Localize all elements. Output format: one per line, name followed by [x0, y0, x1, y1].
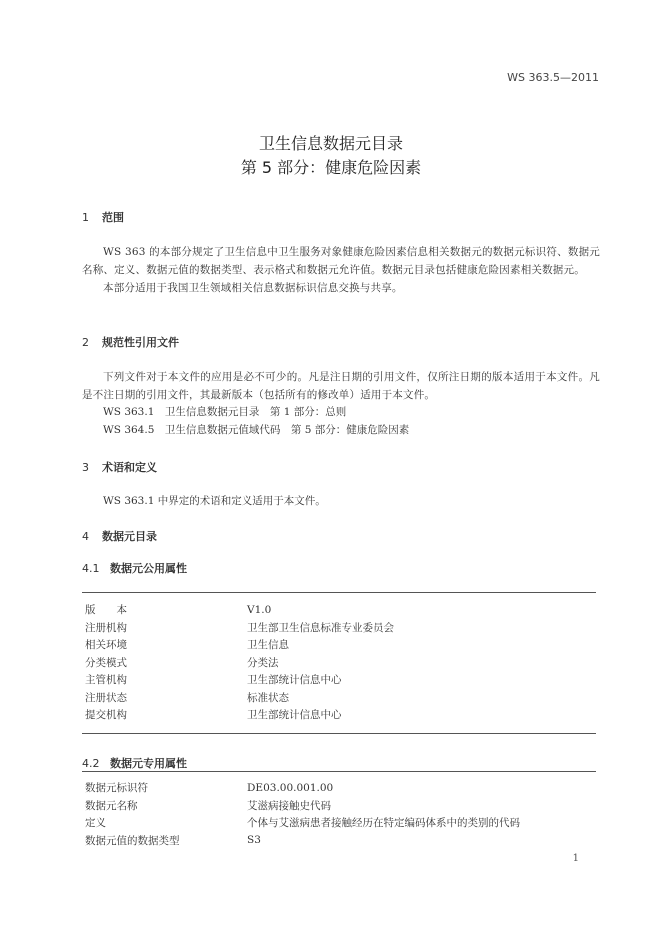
paragraph: 本部分适用于我国卫生领域相关信息数据标识信息交换与共享。	[103, 282, 403, 294]
attribute-value: V1.0	[247, 603, 272, 616]
attribute-value: DE03.00.001.00	[247, 781, 334, 794]
section-number: 4.2	[82, 757, 100, 770]
attribute-name: 注册状态	[85, 691, 127, 704]
attribute-row	[85, 779, 520, 797]
section-2-body	[82, 368, 600, 404]
section-title: 数据元目录	[102, 530, 157, 543]
attribute-name: 数据元标识符	[85, 782, 148, 795]
attribute-name: 定义	[85, 817, 106, 830]
attribute-row	[85, 671, 394, 689]
attribute-name: 注册机构	[85, 621, 127, 634]
section-3-heading	[82, 459, 157, 475]
section-title: 数据元公用属性	[110, 562, 187, 575]
attribute-row	[85, 797, 520, 815]
section-number: 1	[82, 211, 89, 224]
section-title: 规范性引用文件	[102, 336, 179, 349]
attribute-row	[85, 689, 394, 707]
section-4-heading	[82, 528, 157, 544]
paragraph: WS 363 的本部分规定了卫生信息中卫生服务对象健康危险因素信息相关数据元的数据元标识符、数据元名称、定义、数据元值的数据类型、表示格式和数据元允许值。数据元目录包括健康危险因素相关数据元。	[82, 246, 600, 276]
attribute-row	[85, 601, 394, 619]
attribute-row	[85, 706, 394, 724]
section-title: 术语和定义	[102, 461, 157, 474]
attribute-value: 个体与艾滋病患者接触经历在特定编码体系中的类别的代码	[247, 817, 520, 830]
attribute-name: 数据元值的数据类型	[85, 834, 180, 847]
page-number: 1	[572, 853, 579, 864]
section-4-2-heading	[82, 755, 187, 771]
section-1-body	[82, 243, 600, 297]
section-number: 4	[82, 530, 89, 543]
attribute-value: 卫生信息	[247, 639, 289, 652]
section-number: 3	[82, 461, 89, 474]
section-title: 范围	[102, 211, 124, 224]
attribute-name: 数据元名称	[85, 799, 138, 812]
table-top-rule	[82, 592, 596, 593]
attribute-value: 卫生部统计信息中心	[247, 709, 342, 722]
table-top-rule	[82, 771, 596, 772]
reference-item: WS 364.5 卫生信息数据元值域代码 第 5 部分：健康危险因素	[103, 424, 410, 436]
paragraph: WS 363.1 中界定的术语和定义适用于本文件。	[103, 495, 326, 507]
reference-item: WS 363.1 卫生信息数据元目录 第 1 部分：总则	[103, 406, 347, 418]
attribute-name: 分类模式	[85, 656, 127, 669]
section-4-1-heading	[82, 560, 187, 576]
attribute-value: 卫生部统计信息中心	[247, 674, 342, 687]
attribute-value: 标准状态	[247, 691, 289, 704]
document-title: 卫生信息数据元目录	[258, 134, 403, 153]
attribute-row	[85, 832, 520, 850]
document-code: WS 363.5—2011	[507, 71, 599, 84]
paragraph: 下列文件对于本文件的应用是必不可少的。凡是注日期的引用文件，仅所注日期的版本适用于本文件。凡是不注日期的引用文件，其最新版本（包括所有的修改单）适用于本文件。	[82, 371, 600, 401]
section-title: 数据元专用属性	[110, 757, 187, 770]
attribute-value: S3	[247, 834, 261, 847]
attribute-row	[85, 636, 394, 654]
document-subtitle: 第 5 部分：健康危险因素	[240, 158, 422, 177]
special-attributes-table	[85, 779, 520, 849]
common-attributes-table	[85, 601, 394, 724]
section-1-heading	[82, 209, 124, 225]
attribute-row	[85, 619, 394, 637]
attribute-name: 版 本	[85, 604, 127, 617]
attribute-value: 艾滋病接触史代码	[247, 799, 331, 812]
table-bottom-rule	[82, 733, 596, 734]
attribute-name: 提交机构	[85, 709, 127, 722]
section-number: 4.1	[82, 562, 100, 575]
attribute-value: 卫生部卫生信息标准专业委员会	[247, 621, 394, 634]
attribute-value: 分类法	[247, 656, 279, 669]
attribute-name: 相关环境	[85, 639, 127, 652]
section-number: 2	[82, 336, 89, 349]
attribute-name: 主管机构	[85, 674, 127, 687]
attribute-row	[85, 814, 520, 832]
attribute-row	[85, 654, 394, 672]
section-2-heading	[82, 334, 179, 350]
